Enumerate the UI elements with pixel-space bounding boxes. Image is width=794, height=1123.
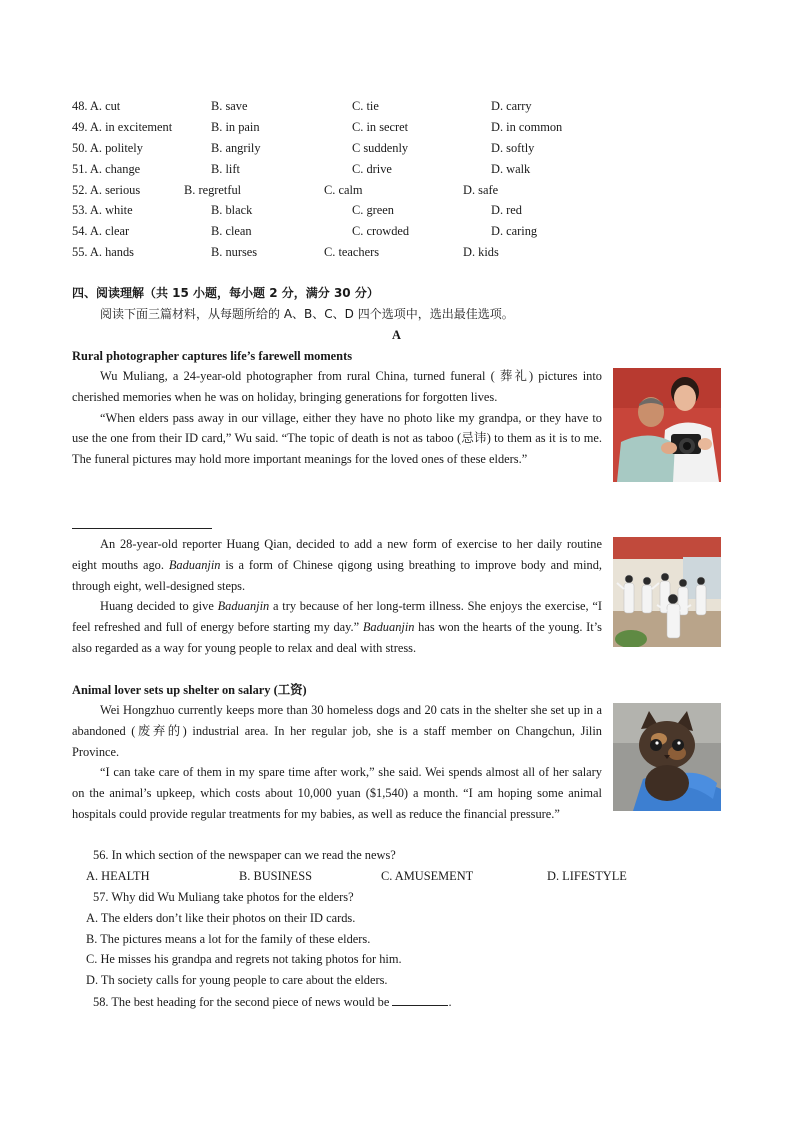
question-56: 56. In which section of the newspaper can we read the news? [93, 848, 396, 862]
cloze-row [72, 140, 143, 156]
option-b: B. lift [211, 162, 240, 176]
option-c: C. drive [352, 162, 392, 176]
cloze-row [72, 161, 140, 177]
question-number: 52. [72, 183, 88, 197]
option-b: B. angrily [211, 141, 261, 155]
baduanjin-photo [613, 537, 721, 647]
news2-paragraph: Huang decided to give Baduanjin a try because of her long-term illness. She enjoys the exercise, “I feel refreshed and full of energy before starting my day.” Baduanjin has won the hearts of the young. It’s also regarded as a way for young people to relax and deal with stress. [72, 599, 602, 655]
kitten-photo [613, 703, 721, 811]
cloze-row [72, 119, 172, 135]
question-number: 51. [72, 162, 88, 176]
news1-paragraph: Wu Muliang, a 24-year-old photographer from rural China, turned funeral ( 葬礼) pictures into cherished memories when he was on holiday, bringing generations for forgotten lives. [72, 369, 602, 404]
option-d: D. carry [491, 99, 532, 113]
option-a: A. serious [89, 183, 141, 197]
q57-option-a: A. The elders don’t like their photos on their ID cards. [86, 911, 356, 925]
question-number: 55. [72, 245, 88, 259]
q56-option-a: A. HEALTH [86, 869, 150, 883]
cloze-row [72, 202, 133, 218]
cloze-row [72, 98, 120, 114]
option-a: A. change [89, 162, 141, 176]
option-a: A. in excitement [89, 120, 173, 134]
option-a: A. politely [89, 141, 143, 155]
question-number: 48. [72, 99, 88, 113]
answer-blank[interactable] [392, 993, 448, 1006]
question-number: 49. [72, 120, 88, 134]
question-number: 50. [72, 141, 88, 155]
option-c: C. teachers [324, 245, 380, 259]
option-a: A. hands [89, 245, 134, 259]
news3-title: Animal lover sets up shelter on salary (工资) [72, 683, 307, 697]
cloze-row [72, 244, 134, 260]
baduanjin-term: Baduanjin [217, 599, 270, 614]
news2-body [72, 534, 602, 659]
news1-body [72, 366, 602, 470]
q57-option-d: D. Th society calls for young people to care about the elders. [86, 973, 388, 987]
option-c: C suddenly [352, 141, 409, 155]
option-b: B. clean [211, 224, 252, 238]
option-a: A. cut [89, 99, 121, 113]
baduanjin-term: Baduanjin [168, 557, 221, 572]
baduanjin-term: Baduanjin [362, 620, 415, 635]
q56-option-c: C. AMUSEMENT [381, 869, 474, 883]
option-d: D. kids [463, 245, 499, 259]
option-c: C. in secret [352, 120, 409, 134]
question-number: 54. [72, 224, 88, 238]
option-c: C. calm [324, 183, 363, 197]
option-b: B. save [211, 99, 248, 113]
section-heading: 四、阅读理解（共 15 小题，每小题 2 分，满分 30 分） [72, 286, 379, 300]
q57-option-b: B. The pictures means a lot for the family of these elders. [86, 932, 371, 946]
question-57: 57. Why did Wu Muliang take photos for the elders? [93, 890, 354, 904]
cloze-row [72, 223, 129, 239]
news3-paragraph: Wei Hongzhuo currently keeps more than 30 homeless dogs and 20 cats in the shelter she set up in a abandoned (废弃的) industrial area. In her regular job, she is a staff member on Changchun, Jilin Province. [72, 703, 602, 759]
option-a: A. white [89, 203, 133, 217]
option-b: B. regretful [184, 183, 242, 197]
option-b: B. in pain [211, 120, 260, 134]
photographer-photo [613, 368, 721, 482]
option-d: D. softly [491, 141, 535, 155]
news1-title: Rural photographer captures life’s farewell moments [72, 349, 353, 363]
option-b: B. nurses [211, 245, 258, 259]
news1-paragraph: “When elders pass away in our village, either they have no photo like my grandpa, or they have to use the one from their ID card,” Wu said. “The topic of death is not as taboo (忌讳) to them as it is to me. The funeral pictures may hold more important meanings for the loved ones of these elders.” [72, 410, 602, 467]
news3-paragraph: “I can take care of them in my spare time after work,” she said. Wei spends almost all of her salary on the animal’s upkeep, which costs about 10,000 yuan ($1,540) a month. “I am hoping some animal hospitals could provide regular treatments for my babies, as well as reduce the financial pressure.” [72, 765, 602, 821]
option-d: D. walk [491, 162, 531, 176]
q57-option-c: C. He misses his grandpa and regrets not taking photos for him. [86, 952, 402, 966]
option-d: D. in common [491, 120, 563, 134]
option-b: B. black [211, 203, 253, 217]
question-58: 58. The best heading for the second piece of news would be . [93, 995, 452, 1009]
option-c: C. tie [352, 99, 379, 113]
q56-option-b: B. BUSINESS [239, 869, 312, 883]
option-d: D. safe [463, 183, 499, 197]
option-d: D. caring [491, 224, 538, 238]
passage-label: A [392, 328, 401, 342]
cloze-row [72, 182, 140, 198]
q56-option-d: D. LIFESTYLE [547, 869, 627, 883]
option-c: C. crowded [352, 224, 410, 238]
option-c: C. green [352, 203, 394, 217]
question-number: 53. [72, 203, 88, 217]
section-instruction: 阅读下面三篇材料，从每题所给的 A、B、C、D 四个选项中，选出最佳选项。 [100, 307, 514, 321]
news3-body [72, 700, 602, 825]
option-d: D. red [491, 203, 522, 217]
divider [72, 528, 212, 529]
news2-paragraph: An 28-year-old reporter Huang Qian, decided to add a new form of exercise to her daily routine eight mouths ago. Baduanjin is a form of Chinese qigong using breathing to improve body and mind, through eight, well-designed steps. [72, 537, 603, 593]
option-a: A. clear [89, 224, 130, 238]
